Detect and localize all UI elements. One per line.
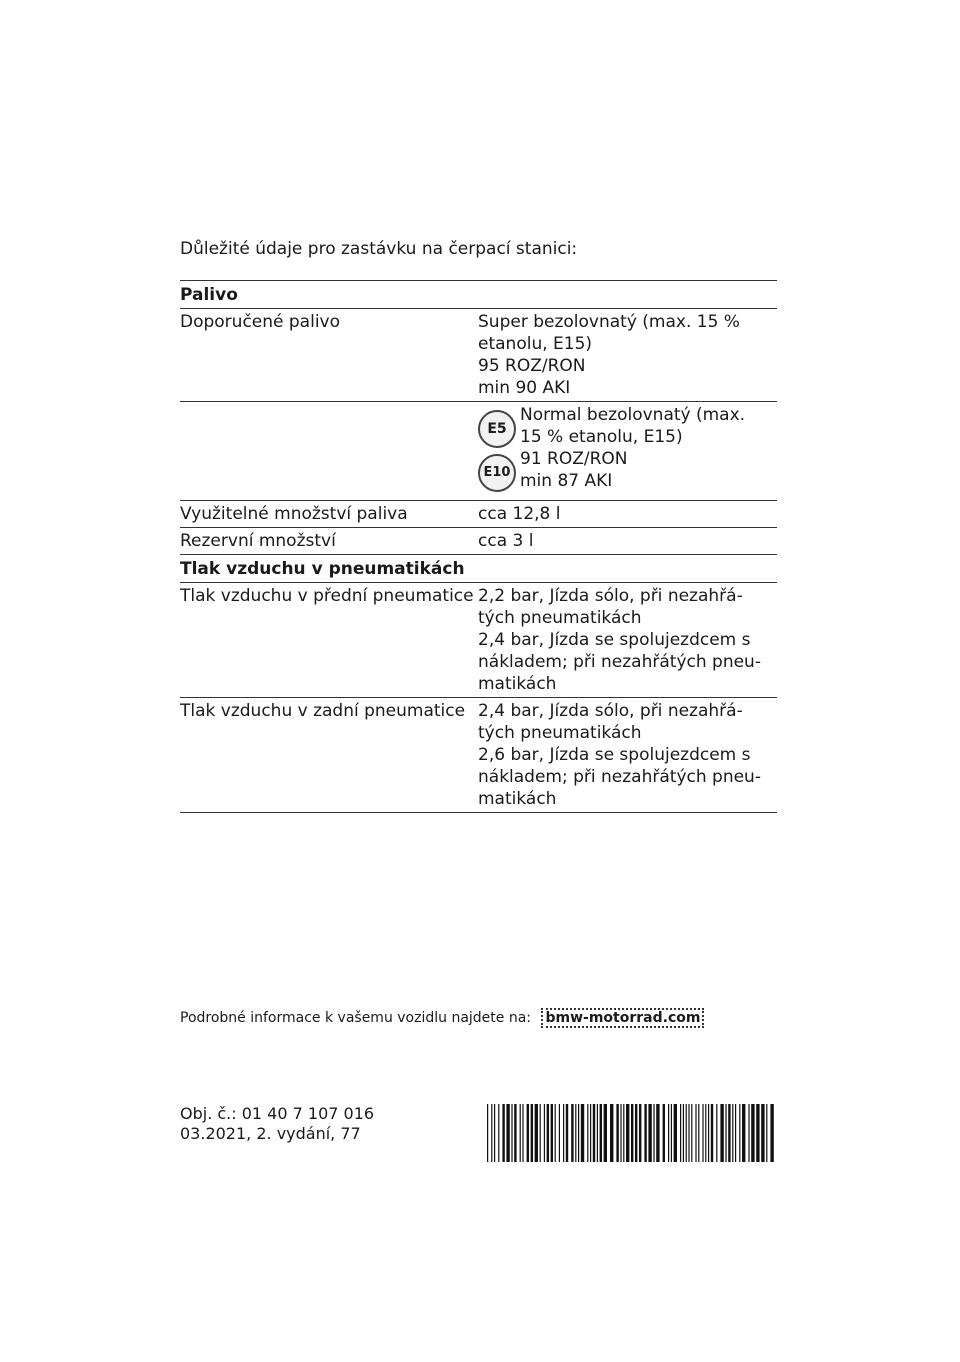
value-line: tých pneumatikách — [478, 723, 642, 743]
row-label: Tlak vzduchu v přední pneumatice — [180, 583, 478, 698]
footer-info-text: Podrobné informace k vašemu vozidlu najdete na: — [180, 1010, 532, 1026]
barcode-bar — [631, 1104, 633, 1162]
value-line: 2,2 bar, Jízda sólo, při nezahřá- — [478, 586, 743, 606]
barcode-bar — [668, 1104, 669, 1162]
barcode-bar — [648, 1104, 651, 1162]
barcode-bar — [635, 1104, 637, 1162]
barcode-bar — [644, 1104, 646, 1162]
barcode-bar — [739, 1104, 740, 1162]
barcode-bar — [581, 1104, 584, 1162]
value-line: tých pneumatikách — [478, 608, 642, 628]
barcode-bar — [616, 1104, 618, 1162]
value-line: matikách — [478, 674, 557, 694]
section-header — [180, 555, 777, 583]
barcode-bar — [751, 1104, 754, 1162]
value-line: etanolu, E15) — [478, 334, 593, 354]
barcode-bar — [761, 1104, 764, 1162]
barcode-bar — [770, 1104, 773, 1162]
value-line: 2,6 bar, Jízda se spolujezdcem s — [478, 745, 751, 765]
value-line: min 87 AKI — [520, 471, 613, 491]
barcode-bar — [522, 1104, 523, 1162]
barcode-bar — [698, 1104, 699, 1162]
value-line: 2,4 bar, Jízda se spolujezdcem s — [478, 630, 751, 650]
barcode-bar — [653, 1104, 654, 1162]
value-line: cca 12,8 l — [478, 504, 561, 524]
fuel-e5-icon: E5 — [478, 410, 516, 448]
barcode-bar — [600, 1104, 602, 1162]
barcode-bar — [623, 1104, 624, 1162]
value-line: 2,4 bar, Jízda sólo, při nezahřá- — [478, 701, 743, 721]
barcode-bar — [702, 1104, 703, 1162]
row-value — [478, 501, 777, 528]
value-line: nákladem; při nezahřátých pneu- — [478, 652, 761, 672]
barcode-bar — [683, 1104, 684, 1162]
edition-info: 03.2021, 2. vydání, 77 — [180, 1124, 361, 1143]
barcode-bar — [695, 1104, 696, 1162]
row-label: Využitelné množství paliva — [180, 501, 478, 528]
row-label — [180, 402, 478, 501]
section-title: Palivo — [180, 281, 777, 309]
barcode-bar — [604, 1104, 607, 1162]
barcode-bar — [502, 1104, 504, 1162]
barcode-bar — [680, 1104, 681, 1162]
barcode-bar — [531, 1104, 533, 1162]
barcode-bar — [520, 1104, 521, 1162]
barcode-bar — [732, 1104, 733, 1162]
barcode-bar — [544, 1104, 545, 1162]
table-row — [180, 698, 777, 813]
barcode-bar — [587, 1104, 588, 1162]
table-row — [180, 402, 777, 501]
order-info — [180, 1104, 374, 1144]
barcode-bar — [559, 1104, 560, 1162]
value-line: Normal bezolovnatý (max. — [520, 405, 746, 425]
spec-table — [180, 280, 777, 813]
barcode-bar — [551, 1104, 553, 1162]
barcode-bar — [547, 1104, 549, 1162]
barcode-bar — [656, 1104, 659, 1162]
row-value — [478, 583, 777, 698]
barcode-bar — [742, 1104, 745, 1162]
fuel-badges — [478, 410, 518, 498]
barcode-bar — [674, 1104, 677, 1162]
value-line: nákladem; při nezahřátých pneu- — [478, 767, 761, 787]
row-label: Tlak vzduchu v zadní pneumatice — [180, 698, 478, 813]
value-line: 91 ROZ/RON — [520, 449, 628, 469]
barcode-bar — [597, 1104, 598, 1162]
value-line: matikách — [478, 789, 557, 809]
barcode-bar — [555, 1104, 556, 1162]
order-number: Obj. č.: 01 40 7 107 016 — [180, 1104, 375, 1123]
barcode-bar — [535, 1104, 538, 1162]
barcode-bar — [590, 1104, 591, 1162]
table-row — [180, 583, 777, 698]
barcode-bar — [527, 1104, 529, 1162]
value-line: 95 ROZ/RON — [478, 356, 586, 376]
barcode-bar — [756, 1104, 759, 1162]
row-label: Rezervní množství — [180, 528, 478, 555]
section-title: Tlak vzduchu v pneumatikách — [180, 555, 777, 583]
row-label: Doporučené palivo — [180, 309, 478, 402]
row-value — [478, 402, 777, 501]
barcode-bar — [711, 1104, 713, 1162]
barcode-image — [487, 1104, 777, 1162]
barcode-bar — [620, 1104, 621, 1162]
barcode-bar — [716, 1104, 717, 1162]
barcode-bar — [686, 1104, 687, 1162]
row-value — [478, 528, 777, 555]
barcode-bar — [487, 1104, 488, 1162]
intro-text: Důležité údaje pro zastávku na čerpací stanici: — [180, 239, 578, 259]
barcode-bar — [663, 1104, 665, 1162]
barcode-bar — [728, 1104, 730, 1162]
barcode-bar — [671, 1104, 672, 1162]
barcode-bar — [498, 1104, 499, 1162]
barcode-bar — [766, 1104, 767, 1162]
footer-info — [180, 1010, 704, 1026]
barcode-bar — [725, 1104, 726, 1162]
barcode-bar — [514, 1104, 516, 1162]
barcode-bar — [566, 1104, 568, 1162]
row-value — [478, 309, 777, 402]
barcode-bar — [491, 1104, 492, 1162]
barcode-bar — [626, 1104, 629, 1162]
barcode-bar — [578, 1104, 579, 1162]
value-line: min 90 AKI — [478, 378, 571, 398]
value-line: 15 % etanolu, E15) — [520, 427, 683, 447]
barcode-bar — [691, 1104, 692, 1162]
table-row — [180, 528, 777, 555]
value-line: Super bezolovnatý (max. 15 % — [478, 312, 740, 332]
barcode-bar — [563, 1104, 564, 1162]
barcode-bar — [571, 1104, 573, 1162]
barcode-bar — [511, 1104, 512, 1162]
barcode-bar — [494, 1104, 495, 1162]
barcode-bar — [748, 1104, 749, 1162]
barcode-bar — [639, 1104, 641, 1162]
barcode-bar — [575, 1104, 576, 1162]
barcode-bar — [506, 1104, 509, 1162]
barcode-bar — [688, 1104, 689, 1162]
barcode-bar — [540, 1104, 541, 1162]
row-value — [478, 698, 777, 813]
website-link[interactable]: bmw-motorrad.com — [541, 1008, 704, 1028]
fuel-e10-icon: E10 — [478, 454, 516, 492]
barcode-bar — [720, 1104, 723, 1162]
barcode-bar — [593, 1104, 595, 1162]
section-header — [180, 281, 777, 309]
barcode-bar — [705, 1104, 706, 1162]
value-line: cca 3 l — [478, 531, 534, 551]
table-row — [180, 501, 777, 528]
barcode-bar — [610, 1104, 613, 1162]
table-row — [180, 309, 777, 402]
barcode-bar — [708, 1104, 709, 1162]
barcode-bar — [735, 1104, 736, 1162]
